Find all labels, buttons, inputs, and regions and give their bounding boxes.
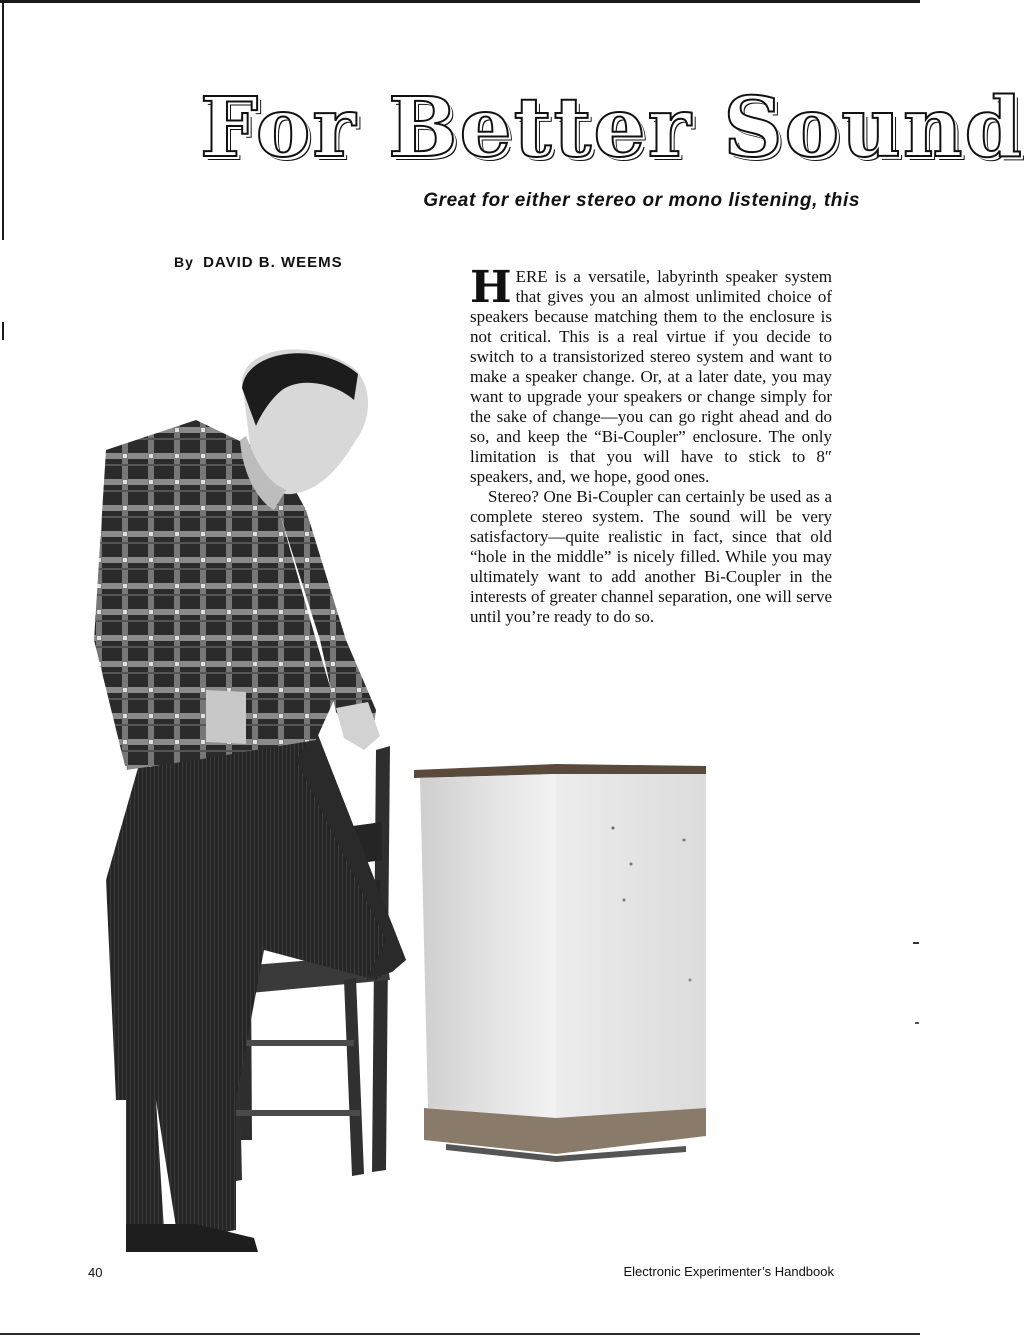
article-title: For Better Sound bbox=[200, 80, 1024, 176]
page-number: 40 bbox=[88, 1265, 103, 1280]
article-photo bbox=[86, 340, 726, 1262]
paragraph-text: ERE is a versatile, labyrinth speaker system that gives you an almost unlimited choice of speakers because matching them to the enclosure is not critical. This is a real virtue if you decide to switch to a transistorized stereo system and want to make a speaker change. Or, at a later date, you may want to upgrade your speakers or change simply for the sake of change—you can go right ahead and do so, and keep the “Bi-Coupler” enclosure. The only limitation is that you will have to stick to 8″ speakers, and, we hope, good ones. bbox=[470, 267, 832, 486]
scan-edge-mark bbox=[915, 1022, 919, 1024]
article-subtitle: Great for either stereo or mono listening, this bbox=[423, 190, 860, 211]
top-rule bbox=[0, 0, 920, 3]
speaker-cabinet bbox=[414, 764, 706, 1162]
publication-name: Electronic Experimenter’s Handbook bbox=[623, 1264, 834, 1279]
byline bbox=[174, 254, 343, 271]
byline-prefix: By bbox=[174, 254, 194, 270]
article-paragraph: Stereo? One Bi-Coupler can certainly be used as a complete stereo system. The sound will be very satisfactory—quite realistic in fact, since that old “hole in the middle” is nicely filled. While you may ultimately want to add another Bi-Coupler in the interests of greater channel separation, one will serve until you’re ready to do so. bbox=[470, 487, 832, 626]
scan-edge-mark bbox=[913, 942, 919, 944]
drop-cap: H bbox=[470, 262, 512, 313]
scan-edge-mark bbox=[2, 0, 4, 240]
scan-edge-mark bbox=[2, 322, 4, 340]
bottom-rule bbox=[0, 1333, 920, 1335]
author-name: DAVID B. WEEMS bbox=[203, 254, 343, 271]
